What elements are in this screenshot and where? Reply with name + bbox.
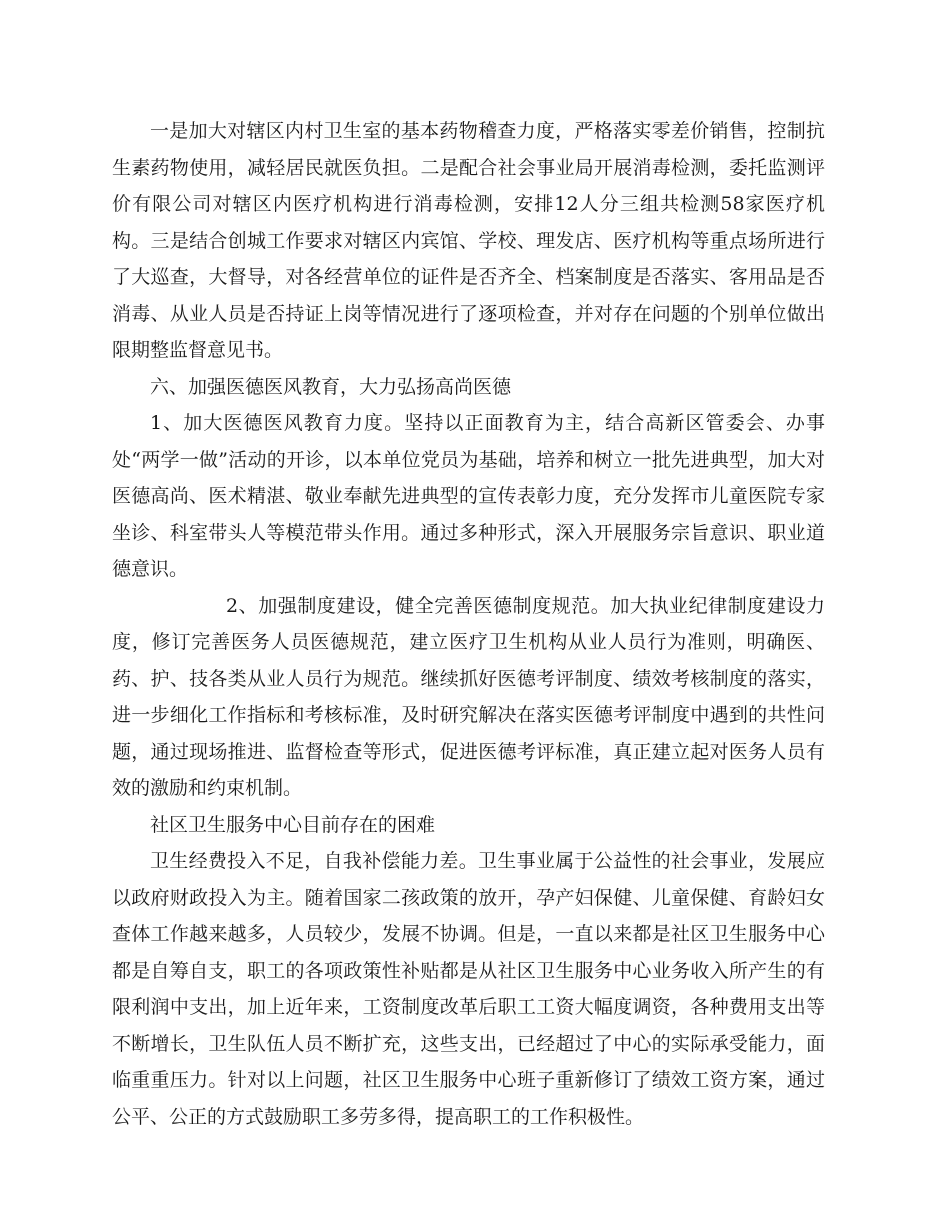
paragraph-funding-shortage: 卫生经费投入不足，自我补偿能力差。卫生事业属于公益性的社会事业，发展应以政府财政投入为主。随着国家二孩政策的放开，孕产妇保健、儿童保健、育龄妇女查体工作越来越多，人员较少，发展不协调。但是，一直以来都是社区卫生服务中心都是自筹自支，职工的各项政策性补贴都是从社区卫生服务中心业务收入所产生的有限利润中支出，加上近年来，工资制度改革后职工工资大幅度调资，各种费用支出等不断增长，卫生队伍人员不断扩充，这些支出，已经超过了中心的实际承受能力，面临重重压力。针对以上问题，社区卫生服务中心班子重新修订了绩效工资方案，通过公平、公正的方式鼓励职工多劳多得，提高职工的工作积极性。	[112, 850, 825, 1128]
section-heading-medical-ethics: 六、加强医德医风教育，大力弘扬高尚医德	[150, 375, 512, 398]
paragraph-system-building: 2、加强制度建设，健全完善医德制度规范。加大执业纪律制度建设力度，修订完善医务人员医德规范，建立医疗卫生机构从业人员行为准则，明确医、药、护、技各类从业人员行为规范。继续抓好医德考评制度、绩效考核制度的落实，进一步细化工作指标和考核标准，及时研究解决在落实医德考评制度中遇到的共性问题，通过现场推进、监督检查等形式，促进医德考评标准，真正建立起对医务人员有效的激励和约束机制。	[112, 594, 825, 799]
document-page	[112, 113, 825, 1135]
section-heading-difficulties: 社区卫生服务中心目前存在的困难	[150, 813, 436, 836]
paragraph-drug-inspection: 一是加大对辖区内村卫生室的基本药物稽查力度，严格落实零差价销售，控制抗生素药物使用，减轻居民就医负担。二是配合社会事业局开展消毒检测，委托监测评价有限公司对辖区内医疗机构进行消毒检测，安排12人分三组共检测58家医疗机构。三是结合创城工作要求对辖区内宾馆、学校、理发店、医疗机构等重点场所进行了大巡查，大督导，对各经营单位的证件是否齐全、档案制度是否落实、客用品是否消毒、从业人员是否持证上岗等情况进行了逐项检查，并对存在问题的个别单位做出限期整监督意见书。	[112, 120, 825, 361]
paragraph-ethics-education: 1、加大医德医风教育力度。坚持以正面教育为主，结合高新区管委会、办事处“两学一做”活动的开诊，以本单位党员为基础，培养和树立一批先进典型，加大对医德高尚、医术精湛、敬业奉献先进典型的宣传表彰力度，充分发挥市儿童医院专家坐诊、科室带头人等模范带头作用。通过多种形式，深入开展服务宗旨意识、职业道德意识。	[112, 412, 825, 580]
